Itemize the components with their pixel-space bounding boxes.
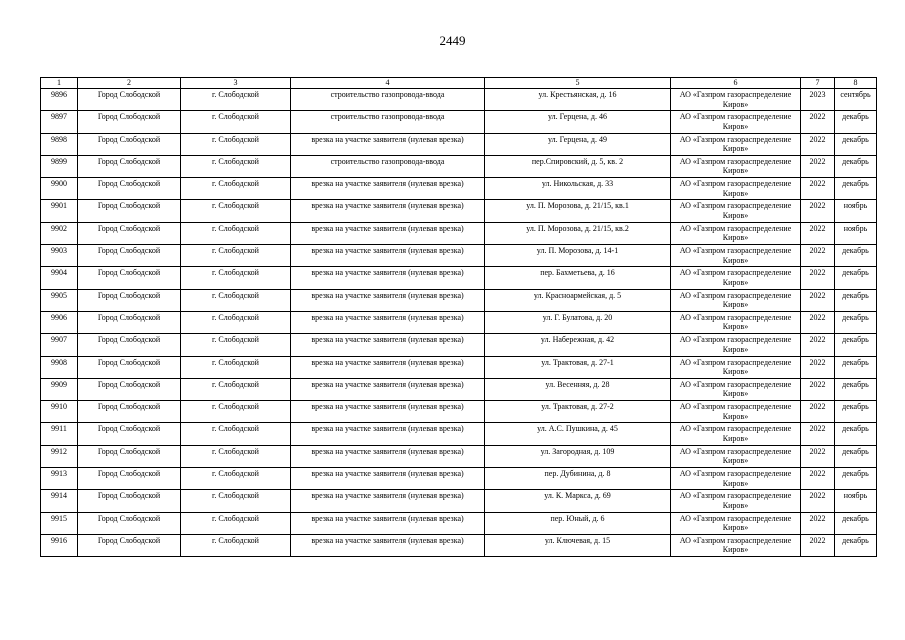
column-header: 4 — [291, 78, 485, 89]
table-row — [41, 267, 877, 289]
municipality-cell: Город Слободской — [78, 334, 181, 356]
month-cell: декабрь — [835, 534, 877, 556]
address-cell: ул. П. Морозова, д. 21/15, кв.1 — [485, 200, 671, 222]
row-number-cell: 9900 — [41, 178, 78, 200]
work-type-cell: врезка на участке заявителя (нулевая врезка) — [291, 267, 485, 289]
table-row — [41, 133, 877, 155]
organization-cell: АО «Газпром газораспределение Киров» — [671, 490, 801, 512]
row-number-cell: 9908 — [41, 356, 78, 378]
municipality-cell: Город Слободской — [78, 445, 181, 467]
table-row — [41, 378, 877, 400]
row-number-cell: 9913 — [41, 468, 78, 490]
year-cell: 2023 — [801, 89, 835, 111]
address-cell: ул. Набережная, д. 42 — [485, 334, 671, 356]
work-type-cell: врезка на участке заявителя (нулевая врезка) — [291, 133, 485, 155]
work-type-cell: врезка на участке заявителя (нулевая врезка) — [291, 445, 485, 467]
row-number-cell: 9897 — [41, 111, 78, 133]
month-cell: ноябрь — [835, 222, 877, 244]
month-cell: декабрь — [835, 401, 877, 423]
address-cell: ул. А.С. Пушкина, д. 45 — [485, 423, 671, 445]
work-type-cell: строительство газопровода-ввода — [291, 155, 485, 177]
year-cell: 2022 — [801, 490, 835, 512]
address-cell: ул. Загородная, д. 109 — [485, 445, 671, 467]
address-cell: ул. Герцена, д. 49 — [485, 133, 671, 155]
municipality-cell: Город Слободской — [78, 245, 181, 267]
organization-cell: АО «Газпром газораспределение Киров» — [671, 311, 801, 333]
column-header: 2 — [78, 78, 181, 89]
organization-cell: АО «Газпром газораспределение Киров» — [671, 133, 801, 155]
table-row — [41, 512, 877, 534]
organization-cell: АО «Газпром газораспределение Киров» — [671, 534, 801, 556]
month-cell: декабрь — [835, 356, 877, 378]
municipality-cell: Город Слободской — [78, 468, 181, 490]
municipality-cell: Город Слободской — [78, 534, 181, 556]
work-type-cell: врезка на участке заявителя (нулевая врезка) — [291, 378, 485, 400]
row-number-cell: 9910 — [41, 401, 78, 423]
settlement-cell: г. Слободской — [181, 222, 291, 244]
address-cell: ул. Ключевая, д. 15 — [485, 534, 671, 556]
municipality-cell: Город Слободской — [78, 178, 181, 200]
organization-cell: АО «Газпром газораспределение Киров» — [671, 89, 801, 111]
year-cell: 2022 — [801, 267, 835, 289]
settlement-cell: г. Слободской — [181, 178, 291, 200]
settlement-cell: г. Слободской — [181, 155, 291, 177]
year-cell: 2022 — [801, 200, 835, 222]
organization-cell: АО «Газпром газораспределение Киров» — [671, 245, 801, 267]
table-row — [41, 334, 877, 356]
row-number-cell: 9909 — [41, 378, 78, 400]
organization-cell: АО «Газпром газораспределение Киров» — [671, 289, 801, 311]
table-body — [41, 89, 877, 557]
year-cell: 2022 — [801, 111, 835, 133]
table-row — [41, 89, 877, 111]
organization-cell: АО «Газпром газораспределение Киров» — [671, 222, 801, 244]
work-type-cell: врезка на участке заявителя (нулевая врезка) — [291, 490, 485, 512]
settlement-cell: г. Слободской — [181, 356, 291, 378]
work-type-cell: строительство газопровода-ввода — [291, 111, 485, 133]
settlement-cell: г. Слободской — [181, 334, 291, 356]
year-cell: 2022 — [801, 401, 835, 423]
month-cell: ноябрь — [835, 490, 877, 512]
table-row — [41, 534, 877, 556]
settlement-cell: г. Слободской — [181, 245, 291, 267]
settlement-cell: г. Слободской — [181, 423, 291, 445]
month-cell: декабрь — [835, 378, 877, 400]
column-header: 8 — [835, 78, 877, 89]
municipality-cell: Город Слободской — [78, 155, 181, 177]
table-row — [41, 468, 877, 490]
column-header: 6 — [671, 78, 801, 89]
month-cell: сентябрь — [835, 89, 877, 111]
month-cell: декабрь — [835, 445, 877, 467]
table-row — [41, 200, 877, 222]
year-cell: 2022 — [801, 155, 835, 177]
address-cell: пер. Дубинина, д. 8 — [485, 468, 671, 490]
gas-connection-table — [40, 77, 877, 557]
address-cell: ул. Крестьянская, д. 16 — [485, 89, 671, 111]
year-cell: 2022 — [801, 356, 835, 378]
month-cell: декабрь — [835, 245, 877, 267]
municipality-cell: Город Слободской — [78, 200, 181, 222]
work-type-cell: строительство газопровода-ввода — [291, 89, 485, 111]
address-cell: пер. Бахметьева, д. 16 — [485, 267, 671, 289]
settlement-cell: г. Слободской — [181, 490, 291, 512]
year-cell: 2022 — [801, 512, 835, 534]
address-cell: ул. Весенняя, д. 28 — [485, 378, 671, 400]
column-header: 7 — [801, 78, 835, 89]
month-cell: ноябрь — [835, 200, 877, 222]
municipality-cell: Город Слободской — [78, 311, 181, 333]
row-number-cell: 9914 — [41, 490, 78, 512]
column-header: 1 — [41, 78, 78, 89]
organization-cell: АО «Газпром газораспределение Киров» — [671, 178, 801, 200]
settlement-cell: г. Слободской — [181, 512, 291, 534]
row-number-cell: 9906 — [41, 311, 78, 333]
month-cell: декабрь — [835, 155, 877, 177]
organization-cell: АО «Газпром газораспределение Киров» — [671, 468, 801, 490]
year-cell: 2022 — [801, 178, 835, 200]
row-number-cell: 9903 — [41, 245, 78, 267]
table-row — [41, 178, 877, 200]
organization-cell: АО «Газпром газораспределение Киров» — [671, 423, 801, 445]
work-type-cell: врезка на участке заявителя (нулевая врезка) — [291, 468, 485, 490]
month-cell: декабрь — [835, 133, 877, 155]
municipality-cell: Город Слободской — [78, 133, 181, 155]
settlement-cell: г. Слободской — [181, 200, 291, 222]
settlement-cell: г. Слободской — [181, 445, 291, 467]
year-cell: 2022 — [801, 423, 835, 445]
address-cell: ул. Герцена, д. 46 — [485, 111, 671, 133]
month-cell: декабрь — [835, 178, 877, 200]
month-cell: декабрь — [835, 468, 877, 490]
municipality-cell: Город Слободской — [78, 289, 181, 311]
month-cell: декабрь — [835, 334, 877, 356]
organization-cell: АО «Газпром газораспределение Киров» — [671, 334, 801, 356]
work-type-cell: врезка на участке заявителя (нулевая врезка) — [291, 222, 485, 244]
settlement-cell: г. Слободской — [181, 289, 291, 311]
year-cell: 2022 — [801, 133, 835, 155]
row-number-cell: 9899 — [41, 155, 78, 177]
organization-cell: АО «Газпром газораспределение Киров» — [671, 155, 801, 177]
work-type-cell: врезка на участке заявителя (нулевая врезка) — [291, 178, 485, 200]
table-row — [41, 311, 877, 333]
organization-cell: АО «Газпром газораспределение Киров» — [671, 267, 801, 289]
year-cell: 2022 — [801, 534, 835, 556]
column-header: 3 — [181, 78, 291, 89]
municipality-cell: Город Слободской — [78, 222, 181, 244]
table-header-row — [41, 78, 877, 89]
municipality-cell: Город Слободской — [78, 356, 181, 378]
row-number-cell: 9905 — [41, 289, 78, 311]
work-type-cell: врезка на участке заявителя (нулевая врезка) — [291, 334, 485, 356]
row-number-cell: 9896 — [41, 89, 78, 111]
municipality-cell: Город Слободской — [78, 490, 181, 512]
year-cell: 2022 — [801, 289, 835, 311]
settlement-cell: г. Слободской — [181, 133, 291, 155]
address-cell: ул. К. Маркса, д. 69 — [485, 490, 671, 512]
settlement-cell: г. Слободской — [181, 267, 291, 289]
row-number-cell: 9916 — [41, 534, 78, 556]
year-cell: 2022 — [801, 245, 835, 267]
table-row — [41, 222, 877, 244]
work-type-cell: врезка на участке заявителя (нулевая врезка) — [291, 534, 485, 556]
year-cell: 2022 — [801, 468, 835, 490]
address-cell: ул. Трактовая, д. 27-1 — [485, 356, 671, 378]
table-row — [41, 155, 877, 177]
address-cell: ул. Красноармейская, д. 5 — [485, 289, 671, 311]
row-number-cell: 9901 — [41, 200, 78, 222]
municipality-cell: Город Слободской — [78, 111, 181, 133]
settlement-cell: г. Слободской — [181, 89, 291, 111]
organization-cell: АО «Газпром газораспределение Киров» — [671, 512, 801, 534]
table-row — [41, 490, 877, 512]
work-type-cell: врезка на участке заявителя (нулевая врезка) — [291, 311, 485, 333]
year-cell: 2022 — [801, 445, 835, 467]
organization-cell: АО «Газпром газораспределение Киров» — [671, 356, 801, 378]
month-cell: декабрь — [835, 423, 877, 445]
municipality-cell: Город Слободской — [78, 378, 181, 400]
organization-cell: АО «Газпром газораспределение Киров» — [671, 111, 801, 133]
address-cell: ул. Никольская, д. 33 — [485, 178, 671, 200]
table-row — [41, 356, 877, 378]
municipality-cell: Город Слободской — [78, 267, 181, 289]
row-number-cell: 9907 — [41, 334, 78, 356]
address-cell: ул. П. Морозова, д. 14-1 — [485, 245, 671, 267]
organization-cell: АО «Газпром газораспределение Киров» — [671, 200, 801, 222]
row-number-cell: 9911 — [41, 423, 78, 445]
municipality-cell: Город Слободской — [78, 401, 181, 423]
row-number-cell: 9898 — [41, 133, 78, 155]
address-cell: ул. Г. Булатова, д. 20 — [485, 311, 671, 333]
settlement-cell: г. Слободской — [181, 311, 291, 333]
table-row — [41, 111, 877, 133]
address-cell: пер. Юный, д. 6 — [485, 512, 671, 534]
table-row — [41, 289, 877, 311]
organization-cell: АО «Газпром газораспределение Киров» — [671, 401, 801, 423]
settlement-cell: г. Слободской — [181, 378, 291, 400]
page-number: 2449 — [439, 33, 466, 48]
municipality-cell: Город Слободской — [78, 423, 181, 445]
address-cell: ул. Трактовая, д. 27-2 — [485, 401, 671, 423]
row-number-cell: 9915 — [41, 512, 78, 534]
year-cell: 2022 — [801, 222, 835, 244]
work-type-cell: врезка на участке заявителя (нулевая врезка) — [291, 289, 485, 311]
work-type-cell: врезка на участке заявителя (нулевая врезка) — [291, 245, 485, 267]
address-cell: ул. П. Морозова, д. 21/15, кв.2 — [485, 222, 671, 244]
work-type-cell: врезка на участке заявителя (нулевая врезка) — [291, 356, 485, 378]
address-cell: пер.Спировский, д. 5, кв. 2 — [485, 155, 671, 177]
year-cell: 2022 — [801, 334, 835, 356]
month-cell: декабрь — [835, 289, 877, 311]
work-type-cell: врезка на участке заявителя (нулевая врезка) — [291, 512, 485, 534]
month-cell: декабрь — [835, 111, 877, 133]
year-cell: 2022 — [801, 311, 835, 333]
settlement-cell: г. Слободской — [181, 401, 291, 423]
year-cell: 2022 — [801, 378, 835, 400]
settlement-cell: г. Слободской — [181, 111, 291, 133]
table-row — [41, 401, 877, 423]
column-header: 5 — [485, 78, 671, 89]
row-number-cell: 9912 — [41, 445, 78, 467]
month-cell: декабрь — [835, 311, 877, 333]
table-row — [41, 423, 877, 445]
row-number-cell: 9904 — [41, 267, 78, 289]
organization-cell: АО «Газпром газораспределение Киров» — [671, 378, 801, 400]
municipality-cell: Город Слободской — [78, 89, 181, 111]
settlement-cell: г. Слободской — [181, 468, 291, 490]
settlement-cell: г. Слободской — [181, 534, 291, 556]
table-row — [41, 245, 877, 267]
month-cell: декабрь — [835, 512, 877, 534]
organization-cell: АО «Газпром газораспределение Киров» — [671, 445, 801, 467]
row-number-cell: 9902 — [41, 222, 78, 244]
month-cell: декабрь — [835, 267, 877, 289]
table-row — [41, 445, 877, 467]
municipality-cell: Город Слободской — [78, 512, 181, 534]
work-type-cell: врезка на участке заявителя (нулевая врезка) — [291, 423, 485, 445]
work-type-cell: врезка на участке заявителя (нулевая врезка) — [291, 200, 485, 222]
work-type-cell: врезка на участке заявителя (нулевая врезка) — [291, 401, 485, 423]
